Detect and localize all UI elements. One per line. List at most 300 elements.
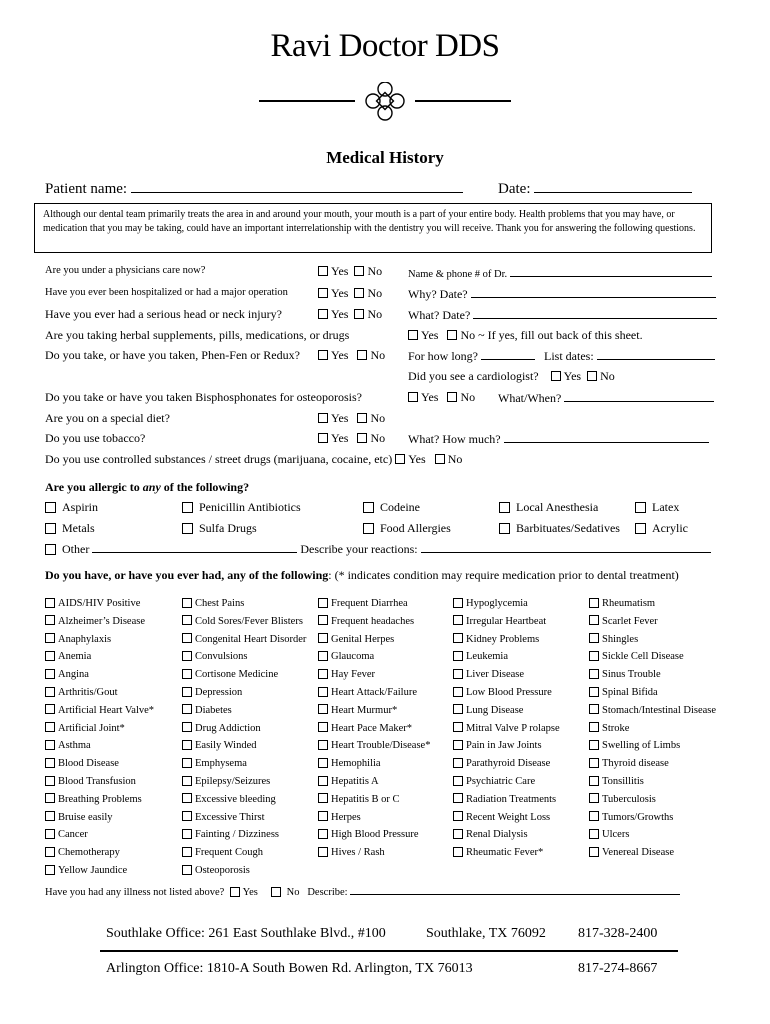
allergy-option[interactable] [45,500,98,515]
yes-label: Yes [421,328,439,342]
condition-item[interactable] [453,669,524,680]
condition-item[interactable] [589,758,669,769]
condition-label: Heart Murmur* [331,704,398,716]
question-text: Are you taking herbal supplements, pills, medications, or drugs [45,328,350,342]
allergy-label: Acrylic [652,521,688,535]
checkbox-icon[interactable] [182,687,192,697]
allergy-option[interactable] [45,521,95,536]
checkbox-icon[interactable] [45,758,55,768]
condition-label: Scarlet Fever [602,615,658,627]
checkbox-icon[interactable] [453,740,463,750]
condition-label: Convulsions [195,651,248,663]
checkbox-icon[interactable] [318,811,328,821]
yes-label: Yes [331,348,349,362]
condition-item[interactable] [318,669,375,680]
checkbox-icon[interactable] [589,740,599,750]
condition-item[interactable] [318,740,430,751]
condition-label: Frequent Diarrhea [331,598,408,609]
checkbox-icon[interactable] [182,740,192,750]
checkbox-icon[interactable] [182,829,192,839]
answer-field[interactable] [597,348,715,360]
checkbox-icon[interactable] [363,523,374,534]
condition-item[interactable] [318,723,412,734]
yes-checkbox[interactable] [318,413,328,423]
allergy-option[interactable] [182,521,257,536]
no-checkbox[interactable] [354,309,364,319]
condition-label: Breathing Problems [58,793,142,805]
checkbox-icon[interactable] [45,722,55,732]
checkbox-icon[interactable] [499,502,510,513]
followup [498,390,714,406]
checkbox-icon[interactable] [182,865,192,875]
checkbox-icon[interactable] [182,523,193,534]
answer-field[interactable] [473,307,717,319]
checkbox-icon[interactable] [182,811,192,821]
checkbox-icon[interactable] [589,633,599,643]
conditions-heading-bold: Do you have, or have you ever had, any of the following [45,568,329,582]
condition-item[interactable] [182,705,232,716]
question-text: Are you under a physicians care now? [45,265,206,276]
condition-item[interactable] [589,829,629,840]
answer-field[interactable] [564,390,714,402]
practice-name: Ravi Doctor DDS [270,28,500,64]
yes-checkbox[interactable] [551,371,561,381]
date-row [498,178,692,198]
condition-label: Mitral Valve P rolapse [466,722,560,734]
condition-item[interactable] [45,723,125,734]
condition-item[interactable] [453,812,550,823]
condition-item[interactable] [182,758,247,769]
checkbox-icon[interactable] [318,722,328,732]
checkbox-icon[interactable] [453,847,463,857]
condition-item[interactable] [318,829,419,840]
yes-checkbox[interactable] [408,392,418,402]
condition-label: Heart Attack/Failure [331,687,418,698]
condition-item[interactable] [453,705,523,716]
date-label: Date: [498,181,531,197]
allergy-option[interactable] [635,521,688,536]
checkbox-icon[interactable] [318,687,328,697]
condition-label: Renal Dialysis [466,829,528,841]
checkbox-icon[interactable] [589,651,599,661]
condition-label: Blood Disease [58,758,119,770]
condition-item[interactable] [318,705,397,716]
checkbox-icon[interactable] [318,598,328,608]
followup-label: List dates: [544,349,594,363]
condition-item[interactable] [182,651,248,662]
condition-item[interactable] [45,758,119,769]
followup [408,307,717,323]
yes-checkbox[interactable] [318,433,328,443]
condition-item[interactable] [182,616,303,627]
condition-item[interactable] [589,634,638,645]
checkbox-icon[interactable] [182,793,192,803]
condition-item[interactable] [45,651,91,662]
checkbox-icon[interactable] [45,523,56,534]
condition-item[interactable] [453,829,528,840]
checkbox-icon[interactable] [318,847,328,857]
condition-item[interactable] [453,687,552,698]
checkbox-icon[interactable] [182,502,193,513]
checkbox-icon[interactable] [453,722,463,732]
condition-item[interactable] [589,812,673,823]
checkbox-icon[interactable] [318,704,328,714]
allergy-option[interactable] [363,521,451,536]
condition-label: Irregular Heartbeat [466,615,547,627]
condition-item[interactable] [182,865,250,876]
condition-item[interactable] [453,651,508,662]
checkbox-icon[interactable] [318,829,328,839]
condition-item[interactable] [589,616,658,627]
condition-label: Stomach/Intestinal Disease [602,704,717,716]
condition-item[interactable] [589,705,716,716]
yes-label: Yes [331,411,349,425]
allergy-label: Aspirin [62,500,98,514]
no-checkbox[interactable] [354,266,364,276]
yes-label: Yes [331,286,349,300]
checkbox-icon[interactable] [589,669,599,679]
condition-item[interactable] [45,598,140,609]
checkbox-icon[interactable] [589,687,599,697]
condition-label: Congenital Heart Disorder [195,633,307,645]
condition-item[interactable] [589,598,655,609]
condition-label: Anemia [58,651,92,663]
answer-field[interactable] [471,286,716,298]
condition-item[interactable] [318,847,385,858]
condition-item[interactable] [45,616,145,627]
condition-label: Radiation Treatments [466,793,557,805]
condition-item[interactable] [45,669,89,680]
checkbox-icon[interactable] [45,811,55,821]
checkbox-icon[interactable] [182,669,192,679]
condition-item[interactable] [589,740,680,751]
office1-phone: 817-328-2400 [578,926,658,941]
substances-row [45,452,462,467]
condition-item[interactable] [589,847,674,858]
question-text: Do you take, or have you taken, Phen-Fen or Redux? [45,348,300,362]
condition-label: Chest Pains [195,598,245,609]
allergy-heading-post: of the following? [160,480,250,494]
yes-no [408,390,475,405]
other-allergy-field[interactable] [92,541,297,553]
condition-item[interactable] [182,634,306,645]
condition-item[interactable] [453,776,535,787]
checkbox-icon[interactable] [45,704,55,714]
checkbox-icon[interactable] [45,598,55,608]
yes-label: Yes [331,264,349,278]
checkbox-icon[interactable] [453,598,463,608]
condition-item[interactable] [182,776,270,787]
yes-no [318,307,382,322]
condition-item[interactable] [182,723,261,734]
yes-checkbox[interactable] [395,454,405,464]
yes-checkbox[interactable] [230,887,240,897]
checkbox-icon[interactable] [182,615,192,625]
yes-checkbox[interactable] [318,288,328,298]
no-label: No [460,390,476,404]
checkbox-icon[interactable] [453,811,463,821]
date-field[interactable] [534,178,692,193]
checkbox-icon[interactable] [453,633,463,643]
allergy-option[interactable] [635,500,679,515]
condition-label: Heart Trouble/Disease* [331,740,431,752]
condition-item[interactable] [318,634,394,645]
checkbox-icon[interactable] [589,847,599,857]
no-checkbox[interactable] [357,433,367,443]
condition-item[interactable] [182,687,242,698]
condition-item[interactable] [182,740,257,751]
intro-text: Although our dental team primarily treats the area in and around your mouth, your mouth is a part of your entire body. Health problems that you may have, or medication that you may be taking, could have an important interrelationship with the dentistry you will receive. Thank you for answering the following questions. [34,203,712,253]
checkbox-icon[interactable] [182,758,192,768]
condition-item[interactable] [318,616,414,627]
checkbox-icon[interactable] [318,793,328,803]
office2-phone: 817-274-8667 [578,961,658,976]
checkbox-icon[interactable] [45,633,55,643]
yes-checkbox[interactable] [318,350,328,360]
allergy-label: Penicillin Antibiotics [199,500,301,514]
condition-item[interactable] [182,829,279,840]
condition-item[interactable] [45,705,154,716]
checkbox-icon[interactable] [182,847,192,857]
checkbox-icon[interactable] [453,687,463,697]
condition-item[interactable] [318,651,374,662]
condition-item[interactable] [589,687,658,698]
allergy-option[interactable] [499,521,620,536]
checkbox-icon[interactable] [45,615,55,625]
checkbox-icon[interactable] [45,793,55,803]
checkbox-icon[interactable] [182,776,192,786]
checkbox-icon[interactable] [453,793,463,803]
checkbox-icon[interactable] [453,669,463,679]
condition-label: Psychiatric Care [466,776,536,787]
condition-label: Shingles [602,633,639,645]
checkbox-icon[interactable] [45,651,55,661]
checkbox-icon[interactable] [182,722,192,732]
condition-item[interactable] [45,812,113,823]
checkbox-icon[interactable] [318,615,328,625]
answer-field[interactable] [504,431,709,443]
checkbox-icon[interactable] [45,847,55,857]
condition-item[interactable] [589,776,644,787]
no-checkbox[interactable] [587,371,597,381]
checkbox-icon[interactable] [318,651,328,661]
condition-label: Hay Fever [331,669,376,681]
no-checkbox[interactable] [271,887,281,897]
conditions-heading-note: : (* indicates condition may require medication prior to dental treatment) [328,568,679,582]
checkbox-icon[interactable] [589,722,599,732]
question-text: Do you use controlled substances / street drugs (marijuana, cocaine, etc) [45,452,393,466]
condition-item[interactable] [182,794,276,805]
condition-item[interactable] [318,758,381,769]
condition-label: Frequent Cough [195,847,263,859]
no-checkbox[interactable] [435,454,445,464]
checkbox-icon[interactable] [318,758,328,768]
describe-label: Describe: [307,887,348,898]
yes-checkbox[interactable] [408,330,418,340]
checkbox-icon[interactable] [45,865,55,875]
answer-field[interactable] [510,265,712,277]
condition-label: Glaucoma [331,651,375,663]
question-text: Did you see a cardiologist? [408,369,539,383]
checkbox-icon[interactable] [453,829,463,839]
condition-label: Hives / Rash [331,847,385,859]
yes-checkbox[interactable] [318,309,328,319]
checkbox-icon[interactable] [453,758,463,768]
cardiologist-row [408,369,615,384]
yes-checkbox[interactable] [318,266,328,276]
checkbox-icon[interactable] [45,687,55,697]
checkbox-icon[interactable] [589,598,599,608]
condition-label: Osteoporosis [195,865,250,876]
condition-item[interactable] [453,723,560,734]
condition-item[interactable] [453,598,528,609]
condition-item[interactable] [45,829,88,840]
yes-label: Yes [331,307,349,321]
checkbox-icon[interactable] [499,523,510,534]
checkbox-icon[interactable] [182,651,192,661]
condition-label: Parathyroid Disease [466,758,551,770]
condition-item[interactable] [453,758,550,769]
checkbox-icon[interactable] [182,704,192,714]
condition-item[interactable] [318,687,417,698]
describe-reactions-field[interactable] [421,541,711,553]
followup-label: Why? Date? [408,287,468,301]
checkbox-icon[interactable] [318,633,328,643]
allergy-option[interactable] [363,500,420,515]
checkbox-icon[interactable] [589,793,599,803]
condition-item[interactable] [453,740,542,751]
condition-label: Spinal Bifida [602,687,658,698]
office1-address: Southlake Office: 261 East Southlake Blvd., #100 [106,926,386,941]
checkbox-icon[interactable] [45,776,55,786]
yes-no [408,328,643,343]
condition-item[interactable] [453,616,546,627]
followup [408,265,712,280]
yes-no [318,286,382,301]
checkbox-icon[interactable] [318,740,328,750]
allergy-label: Local Anesthesia [516,500,599,514]
condition-item[interactable] [45,794,142,805]
checkbox-icon[interactable] [45,669,55,679]
condition-label: Ulcers [602,829,630,841]
patient-name-label: Patient name: [45,181,128,197]
describe-reactions-label: Describe your reactions: [300,542,418,556]
condition-item[interactable] [45,740,91,751]
condition-item[interactable] [45,634,111,645]
checkbox-icon[interactable] [363,502,374,513]
condition-item[interactable] [453,847,543,858]
condition-label: Epilepsy/Seizures [195,776,271,787]
condition-label: Asthma [58,740,91,752]
checkbox-icon[interactable] [45,829,55,839]
no-checkbox[interactable] [354,288,364,298]
checkbox-icon[interactable] [453,704,463,714]
checkbox-icon[interactable] [589,704,599,714]
condition-item[interactable] [45,865,127,876]
condition-label: AIDS/HIV Positive [58,598,141,609]
checkbox-icon[interactable] [589,776,599,786]
no-checkbox[interactable] [447,330,457,340]
condition-item[interactable] [453,634,539,645]
allergy-option[interactable] [182,500,301,515]
condition-item[interactable] [182,847,263,858]
no-label: No ~ If yes, fill out back of this sheet. [460,328,643,342]
checkbox-icon[interactable] [182,633,192,643]
yes-no [318,411,385,426]
condition-item[interactable] [45,776,136,787]
checkbox-icon[interactable] [45,740,55,750]
patient-name-field[interactable] [131,178,463,193]
condition-item[interactable] [318,776,379,787]
condition-item[interactable] [589,669,661,680]
allergy-label: Metals [62,521,95,535]
condition-label: Easily Winded [195,740,257,752]
no-label: No [370,411,386,425]
allergy-label: Food Allergies [380,521,451,535]
checkbox-icon[interactable] [589,811,599,821]
question-text: Are you on a special diet? [45,411,170,425]
allergy-option[interactable] [499,500,598,515]
condition-label: Excessive Thirst [195,811,265,823]
condition-label: Frequent headaches [331,615,415,627]
checkbox-icon[interactable] [45,502,56,513]
checkbox-icon[interactable] [318,776,328,786]
checkbox-icon[interactable] [453,615,463,625]
answer-field[interactable] [481,348,535,360]
no-checkbox[interactable] [357,413,367,423]
no-label: No [367,307,383,321]
condition-item[interactable] [182,598,244,609]
checkbox-icon[interactable] [453,651,463,661]
checkbox-icon[interactable] [589,829,599,839]
condition-label: Liver Disease [466,669,525,681]
condition-item[interactable] [589,651,684,662]
condition-label: Stroke [602,722,630,734]
condition-item[interactable] [45,687,118,698]
condition-item[interactable] [182,812,265,823]
checkbox-icon[interactable] [182,598,192,608]
question-text: Have you ever had a serious head or neck injury? [45,307,282,321]
yes-label: Yes [563,369,582,383]
condition-label: Fainting / Dizziness [195,829,279,841]
condition-label: Emphysema [195,758,247,770]
condition-item[interactable] [453,794,556,805]
condition-item[interactable] [589,794,656,805]
condition-item[interactable] [589,723,629,734]
condition-item[interactable] [318,812,361,823]
checkbox-icon[interactable] [635,502,646,513]
checkbox-icon[interactable] [453,776,463,786]
condition-item[interactable] [318,598,408,609]
checkbox-icon[interactable] [589,615,599,625]
checkbox-icon[interactable] [635,523,646,534]
condition-item[interactable] [182,669,278,680]
no-checkbox[interactable] [447,392,457,402]
condition-label: Yellow Jaundice [58,865,128,876]
yes-label: Yes [242,887,258,898]
condition-item[interactable] [318,794,400,805]
condition-item[interactable] [45,847,120,858]
checkbox-icon[interactable] [318,669,328,679]
no-checkbox[interactable] [357,350,367,360]
condition-label: Anaphylaxis [58,633,112,645]
condition-label: Alzheimer’s Disease [58,615,145,627]
checkbox-icon[interactable] [45,544,56,555]
followup-label: What? How much? [408,432,501,446]
describe-field[interactable] [350,883,680,895]
no-label: No [600,369,615,383]
checkbox-icon[interactable] [589,758,599,768]
